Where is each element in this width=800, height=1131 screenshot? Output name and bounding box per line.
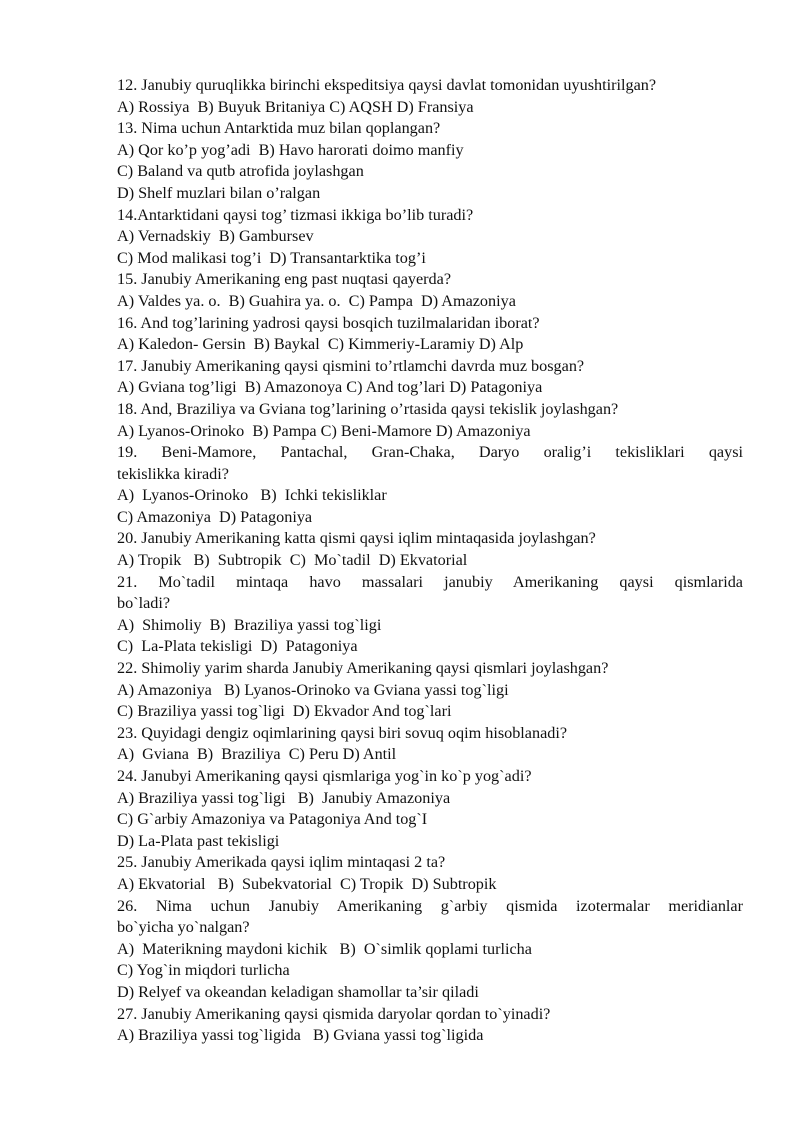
text-line: 20. Janubiy Amerikaning katta qismi qaysi iqlim mintaqasida joylashgan? [117, 529, 596, 548]
text-line: 14.Antarktidani qaysi tog’ tizmasi ikkiga bo’lib turadi? [117, 205, 474, 224]
text-line: 24. Janubyi Amerikaning qaysi qismlariga yog`in ko`p yog`adi? [117, 767, 532, 785]
text-line: A) Materikning maydoni kichik B) O`simlik qoplami turlicha [117, 939, 532, 958]
text-line: bo`ladi? [117, 594, 171, 613]
text-line: 16. And tog’larining yadrosi qaysi bosqich tuzilmalaridan iborat? [117, 313, 540, 332]
text-line: A) Kaledon- Gersin B) Baykal C) Kimmeriy-Laramiy D) Alp [117, 335, 524, 354]
text-line: A) Gviana B) Braziliya C) Peru D) Antil [117, 745, 397, 764]
text-line: A) Lyanos-Orinoko B) Ichki tekisliklar [117, 486, 387, 505]
text-line: 17. Janubiy Amerikaning qaysi qismini to’rtlamchi davrda muz bosgan? [117, 356, 585, 375]
text-line: C) Mod malikasi tog’i D) Transantarktika tog’i [117, 248, 426, 267]
text-line: D) Shelf muzlari bilan o’ralgan [117, 183, 321, 202]
text-line: A) Shimoliy B) Braziliya yassi tog`ligi [117, 615, 382, 634]
text-line: 27. Janubiy Amerikaning qaysi qismida daryolar qordan to`yinadi? [117, 1004, 551, 1023]
text-line: C) Baland va qutb atrofida joylashgan [117, 162, 364, 181]
text-line: C) La-Plata tekisligi D) Patagoniya [117, 637, 358, 656]
text-line: A) Valdes ya. o. B) Guahira ya. o. C) Pampa D) Amazoniya [117, 291, 516, 310]
text-line: A) Braziliya yassi tog`ligi B) Janubiy Amazoniya [117, 788, 451, 807]
text-line: A) Vernadskiy B) Gambursev [117, 227, 314, 246]
text-line: 21. Mo`tadil mintaqa havo massalari janubiy Amerikaning qaysi qismlarida [117, 572, 743, 591]
text-line: 19. Beni-Mamore, Pantachal, Gran-Chaka, Daryo oralig’i tekisliklari qaysi [117, 443, 743, 462]
text-line: 22. Shimoliy yarim sharda Janubiy Amerikaning qaysi qismlari joylashgan? [117, 659, 609, 678]
text-line: C) Yog`in miqdori turlicha [117, 961, 290, 980]
text-line: A) Braziliya yassi tog`ligida B) Gviana yassi tog`ligida [117, 1026, 484, 1045]
text-line: A) Ekvatorial B) Subekvatorial C) Tropik D) Subtropik [117, 874, 497, 893]
text-line: 25. Janubiy Amerikada qaysi iqlim mintaqasi 2 ta? [117, 853, 446, 872]
text-line: C) Amazoniya D) Patagoniya [117, 507, 313, 526]
text-line: 13. Nima uchun Antarktida muz bilan qoplangan? [117, 119, 441, 138]
text-line: A) Qor ko’p yog’adi B) Havo harorati doimo manfiy [117, 140, 464, 159]
text-line: 23. Quyidagi dengiz oqimlarining qaysi biri sovuq oqim hisoblanadi? [117, 723, 568, 742]
text-line: A) Lyanos-Orinoko B) Pampa C) Beni-Mamore D) Amazoniya [117, 421, 531, 440]
text-line: A) Amazoniya B) Lyanos-Orinoko va Gviana yassi tog`ligi [117, 680, 509, 699]
text-line: C) G`arbiy Amazoniya va Patagoniya And tog`I [117, 810, 428, 829]
text-line: A) Tropik B) Subtropik C) Mo`tadil D) Ekvatorial [117, 551, 468, 570]
document-page [117, 75, 743, 1047]
text-line: 12. Janubiy quruqlikka birinchi ekspeditsiya qaysi davlat tomonidan uyushtirilgan? [117, 76, 657, 94]
text-line: D) La-Plata past tekisligi [117, 831, 280, 850]
text-line: bo`yicha yo`nalgan? [117, 918, 250, 937]
text-line: D) Relyef va okeandan keladigan shamollar ta’sir qiladi [117, 982, 479, 1001]
text-line: tekislikka kiradi? [117, 464, 229, 483]
text-line: 15. Janubiy Amerikaning eng past nuqtasi qayerda? [117, 270, 452, 289]
text-line: A) Gviana tog’ligi B) Amazonoya C) And tog’lari D) Patagoniya [117, 378, 543, 397]
text-line: A) Rossiya B) Buyuk Britaniya C) AQSH D) Fransiya [117, 97, 474, 116]
text-line: 26. Nima uchun Janubiy Amerikaning g`arbiy qismida izotermalar meridianlar [117, 896, 743, 915]
text-line: C) Braziliya yassi tog`ligi D) Ekvador And tog`lari [117, 702, 452, 721]
text-line: 18. And, Braziliya va Gviana tog’larining o’rtasida qaysi tekislik joylashgan? [117, 399, 619, 418]
